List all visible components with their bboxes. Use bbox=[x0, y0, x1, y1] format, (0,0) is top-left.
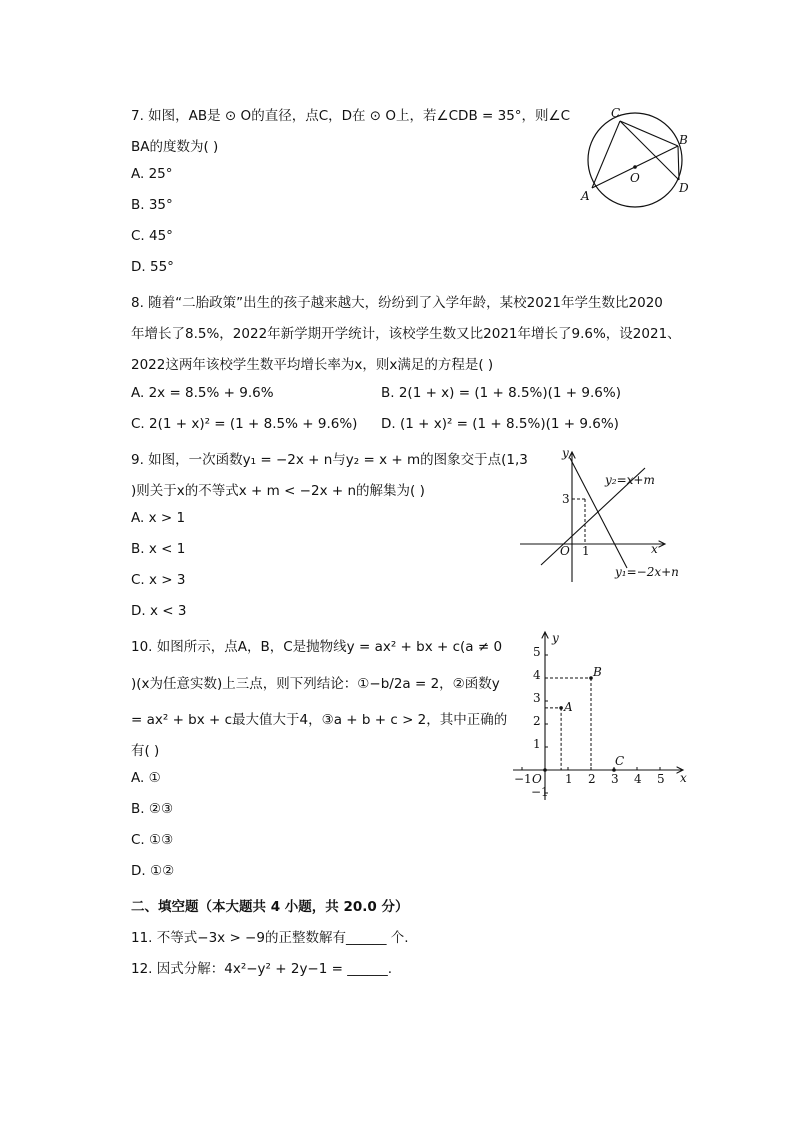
q10-line1: 10. 如图所示，点A，B，C是抛物线y = ax² + bx + c(a ≠ 0 bbox=[131, 639, 503, 655]
q9-option-c: C. x > 3 bbox=[131, 572, 186, 588]
q7-label-o: O bbox=[630, 171, 640, 185]
q8-line2: 年增长了8.5%，2022年新学期开学统计，该校学生数又比2021年增长了9.6%，设2021、 bbox=[131, 326, 681, 342]
q7-label-c: C bbox=[611, 106, 621, 120]
q9-graph-figure bbox=[515, 440, 700, 585]
q9-option-d: D. x < 3 bbox=[131, 603, 187, 619]
q10-option-a: A. ① bbox=[131, 770, 161, 786]
q9-line1: 9. 如图，一次函数y₁ = −2x + n与y₂ = x + m的图象交于点(1,3 bbox=[131, 452, 528, 468]
q10-ytick-neg1: −1 bbox=[531, 785, 549, 799]
q7-option-a: A. 25° bbox=[131, 166, 173, 182]
q10-ytick-2: 2 bbox=[533, 714, 541, 728]
q9-label-line1: y₁=−2x+n bbox=[615, 565, 679, 579]
q10-ytick-3: 3 bbox=[533, 691, 541, 705]
q9-label-x: x bbox=[651, 542, 658, 556]
q7-label-a: A bbox=[581, 189, 590, 203]
q10-xtick-3: 3 bbox=[611, 772, 619, 786]
q7-label-d: D bbox=[679, 181, 689, 195]
q10-ytick-5: 5 bbox=[533, 645, 541, 659]
q10-xtick-1: 1 bbox=[565, 772, 573, 786]
q8-line1: 8. 随着“二胎政策”出生的孩子越来越大，纷纷到了入学年龄，某校2021年学生数比2020 bbox=[131, 295, 663, 311]
q10-option-b: B. ②③ bbox=[131, 801, 174, 817]
q10-label-x: x bbox=[680, 771, 687, 785]
q8-line3: 2022这两年该校学生数平均增长率为x，则x满足的方程是( ) bbox=[131, 357, 494, 373]
q10-origin-dot bbox=[543, 768, 547, 772]
q10-label-a: A bbox=[564, 700, 573, 714]
q10-label-origin: O bbox=[532, 772, 542, 786]
q10-label-b: B bbox=[593, 665, 602, 679]
q10-ytick-4: 4 bbox=[533, 668, 541, 682]
q9-option-b: B. x < 1 bbox=[131, 541, 186, 557]
q8-option-c: C. 2(1 + x)² = (1 + 8.5% + 9.6%) bbox=[131, 416, 358, 432]
q11-text: 11. 不等式−3x > −9的正整数解有______ 个. bbox=[131, 930, 409, 946]
q7-option-d: D. 55° bbox=[131, 259, 174, 275]
q10-xtick-2: 2 bbox=[588, 772, 596, 786]
q9-label-1: 1 bbox=[582, 544, 590, 558]
q7-line-ac bbox=[592, 121, 620, 188]
q12-text: 12. 因式分解：4x²−y² + 2y−1 = ______. bbox=[131, 961, 393, 977]
q10-option-d: D. ①② bbox=[131, 863, 175, 879]
q8-option-a: A. 2x = 8.5% + 9.6% bbox=[131, 385, 274, 401]
q9-label-origin: O bbox=[560, 544, 570, 558]
q10-ytick-1: 1 bbox=[533, 737, 541, 751]
q7-line-bd bbox=[678, 146, 679, 180]
q7-line-cb bbox=[620, 121, 678, 146]
q9-label-y: y bbox=[562, 446, 569, 460]
q7-circle-figure bbox=[575, 100, 700, 210]
q7-label-b: B bbox=[679, 133, 688, 147]
q7-option-b: B. 35° bbox=[131, 197, 173, 213]
q10-label-y: y bbox=[552, 631, 559, 645]
q7-line-cd bbox=[620, 121, 679, 180]
q10-line4: 有( ) bbox=[131, 743, 160, 759]
q9-label-line2: y₂=x+m bbox=[605, 473, 655, 487]
q10-xtick-5: 5 bbox=[657, 772, 665, 786]
q10-xtick-neg1: −1 bbox=[514, 772, 532, 786]
q10-line2: )(x为任意实数)上三点，则下列结论：①−b/2a = 2，②函数y bbox=[131, 676, 500, 692]
q7-center-dot bbox=[633, 165, 637, 169]
q7-line2: BA的度数为( ) bbox=[131, 139, 219, 155]
q8-option-d: D. (1 + x)² = (1 + 8.5%)(1 + 9.6%) bbox=[381, 416, 619, 432]
section2-title: 二、填空题（本大题共 4 小题，共 20.0 分） bbox=[131, 899, 409, 915]
q10-option-c: C. ①③ bbox=[131, 832, 174, 848]
q9-label-3: 3 bbox=[562, 492, 570, 506]
q8-option-b: B. 2(1 + x) = (1 + 8.5%)(1 + 9.6%) bbox=[381, 385, 621, 401]
q10-xtick-4: 4 bbox=[634, 772, 642, 786]
q10-graph-figure bbox=[505, 628, 695, 803]
q10-label-c: C bbox=[615, 754, 625, 768]
q7-line1: 7. 如图，AB是 ⊙ O的直径，点C，D在 ⊙ O上，若∠CDB = 35°，则∠C bbox=[131, 108, 571, 124]
q7-option-c: C. 45° bbox=[131, 228, 173, 244]
q9-option-a: A. x > 1 bbox=[131, 510, 186, 526]
q9-line2: )则关于x的不等式x + m < −2x + n的解集为( ) bbox=[131, 483, 425, 499]
q10-point-a bbox=[559, 706, 563, 710]
q10-line3: = ax² + bx + c最大值大于4，③a + b + c > 2，其中正确的 bbox=[131, 712, 508, 728]
